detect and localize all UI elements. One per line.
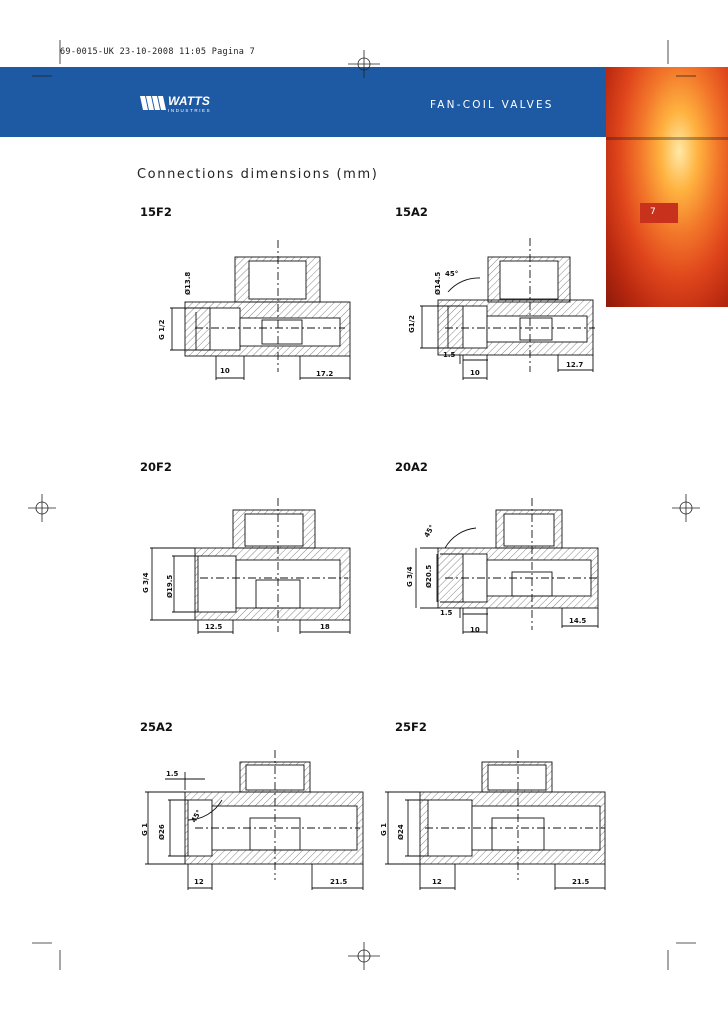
dim-15a2-d1: 10 <box>470 369 480 377</box>
dim-25f2-d1: 12 <box>432 878 442 886</box>
logo-wordmark: WATTS <box>168 94 211 108</box>
dim-15a2-d0: 1.5 <box>443 351 456 359</box>
dim-20a2-d0: 1.5 <box>440 609 453 617</box>
logo-subtitle: INDUSTRIES <box>168 108 212 113</box>
dim-20f2-diameter: Ø19.5 <box>166 574 174 598</box>
dim-15f2-d1: 10 <box>220 367 230 375</box>
dim-25f2-thread: G 1 <box>380 822 388 836</box>
dim-20f2-d2: 18 <box>320 623 330 631</box>
dim-20a2-thread: G 3/4 <box>406 566 414 587</box>
drawing-25f2 <box>385 750 605 890</box>
drawing-label-20a2: 20A2 <box>395 460 428 474</box>
drawing-15f2 <box>170 240 350 380</box>
dim-20f2-d1: 12.5 <box>205 623 223 631</box>
dim-20a2-d2: 14.5 <box>569 617 587 625</box>
dim-25a2-diameter: Ø26 <box>158 824 166 840</box>
dim-15a2-diameter: Ø14.5 <box>434 271 442 295</box>
dim-25f2-d2: 21.5 <box>572 878 590 886</box>
dim-15f2-diameter: Ø13.8 <box>184 271 192 295</box>
dim-25a2-d2: 21.5 <box>330 878 348 886</box>
drawing-label-25a2: 25A2 <box>140 720 173 734</box>
drawing-label-25f2: 25F2 <box>395 720 427 734</box>
section-title: FAN-COIL VALVES <box>430 99 554 111</box>
drawing-label-15f2: 15F2 <box>140 205 172 219</box>
dim-20a2-angle: 45° <box>422 523 437 539</box>
dim-20a2-d1: 10 <box>470 626 480 634</box>
dim-15a2-d2: 12.7 <box>566 361 584 369</box>
page-heading: Connections dimensions (mm) <box>137 167 379 182</box>
drawing-label-20f2: 20F2 <box>140 460 172 474</box>
dim-20a2-diameter: Ø20.5 <box>425 564 433 588</box>
dim-25a2-d0: 1.5 <box>166 770 179 778</box>
dim-25a2-d1: 12 <box>194 878 204 886</box>
dim-25a2-angle: 45° <box>189 808 204 824</box>
page-number: 7 <box>650 207 656 217</box>
dim-15f2-d2: 17.2 <box>316 370 334 378</box>
dim-15a2-thread: G1/2 <box>408 314 416 333</box>
drawing-20f2 <box>150 498 350 634</box>
dim-25f2-diameter: Ø24 <box>397 824 405 840</box>
dim-25a2-thread: G 1 <box>141 822 149 836</box>
dim-15a2-angle: 45° <box>445 270 459 278</box>
dim-15f2-thread: G 1/2 <box>158 319 166 340</box>
drawing-label-15a2: 15A2 <box>395 205 428 219</box>
print-slug: 69-0015-UK 23-10-2008 11:05 Pagina 7 <box>60 47 256 57</box>
dim-20f2-thread: G 3/4 <box>142 572 150 593</box>
